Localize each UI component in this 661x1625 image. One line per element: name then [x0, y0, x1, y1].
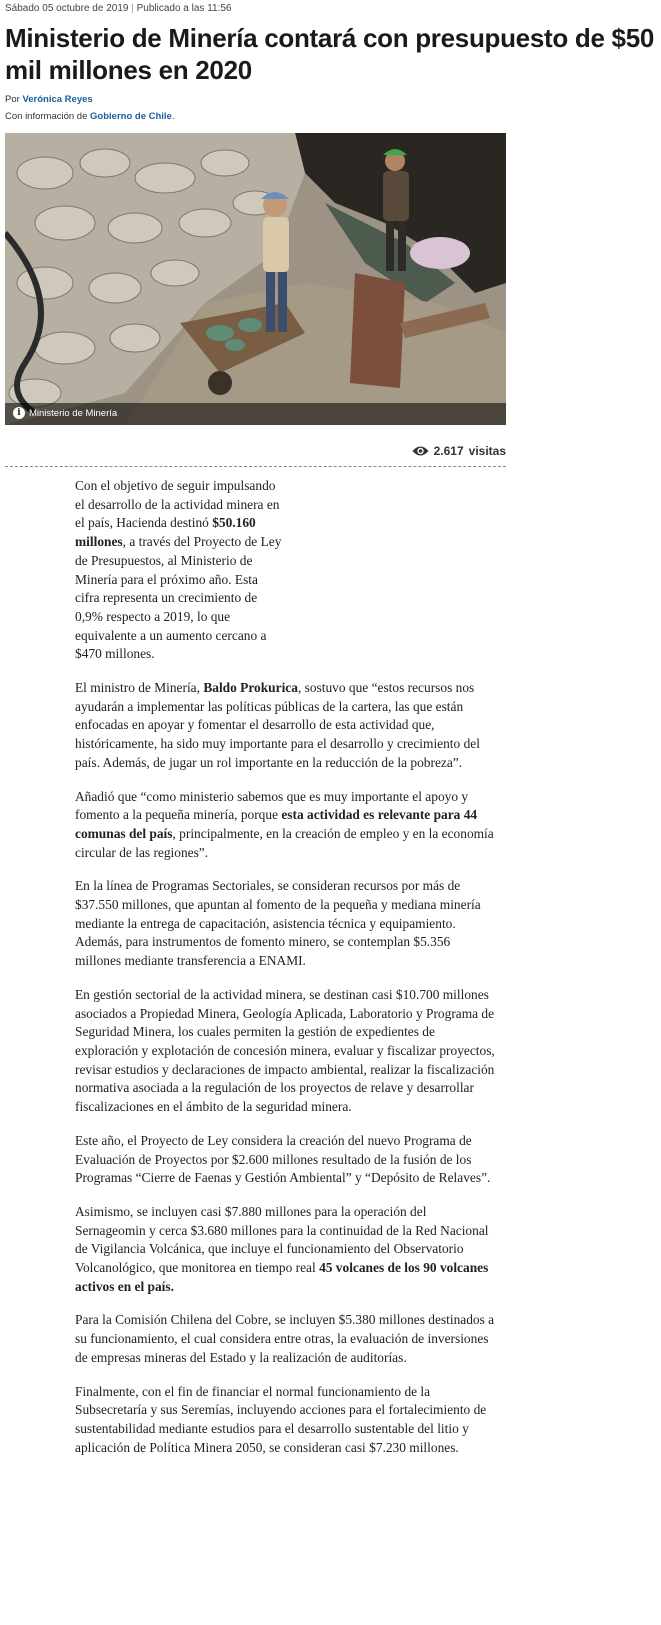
paragraph-text: Añadió que “como ministerio sabemos que es muy importante el apoyo y fomento a la pequeña minería, porque — [75, 788, 469, 823]
paragraph: Este año, el Proyecto de Ley considera la creación del nuevo Programa de Evaluación de Proyectos por $2.600 millones resultado de la fusión de los Programas “Cierre de Faenas y Gestión Ambiental” y “Depósito de Relaves”. — [75, 1132, 491, 1186]
article-body — [75, 477, 495, 1472]
paragraph-text: El ministro de Minería, — [75, 680, 204, 696]
photo-caption — [5, 403, 506, 425]
published-time: Publicado a las 11:56 — [136, 3, 232, 14]
paragraph: En gestión sectorial de la actividad minera, se destinan casi $10.700 millones asociados a Propiedad Minera, Geología Aplicada, Laboratorio y Programa de Seguridad Minera, los cuales permiten la gestión de expedientes de exploración y explotación de concesión minera, evaluar y fiscalizar proyectos, revisar estudios y declaraciones de impacto ambiental, realizar la fiscalización normativa asociada a la regulación de los proyectos de relave y desarrollar fiscalizaciones en el ámbito de la seguridad minera. — [75, 986, 495, 1115]
meta-separator: | — [131, 3, 134, 14]
paragraph-text: , a través del Proyecto de Ley de Presupuestos, al Ministerio de Minería para el próximo año. Esta cifra representa un crecimiento de 0,9% respecto a 2019, lo que equivalente a un aumento cercano a $470 millones. — [75, 534, 282, 662]
eye-icon — [412, 445, 429, 457]
caption-text: Ministerio de Minería — [29, 408, 118, 419]
paragraph-text: , principalmente, en la creación de empleo y en la economía circular de las regiones”. — [75, 825, 494, 860]
mining-scene-illustration — [5, 133, 506, 425]
bold-text: Baldo Prokurica — [203, 680, 298, 696]
paragraph: Finalmente, con el fin de financiar el normal funcionamiento de la Subsecretaría y sus Seremías, incluyendo acciones para el fortalecimiento de sustentabilidad mediante estudios para el desarrollo sustentable del litio y aplicación de Política Minera 2050, se consideran casi $7.230 millones. — [75, 1383, 487, 1455]
paragraph-text: , sostuvo que “estos recursos nos ayudarán a implementar las políticas públicas de la cartera, las que están enfocadas en apoyar y fomentar el desarrollo de esta actividad que, históricamente, ha sido muy importante para el desarrollo y crecimiento del país. Además, de jugar un rol importante en la reducción de la pobreza”. — [75, 680, 480, 770]
author-link[interactable]: Verónica Reyes — [22, 94, 93, 105]
paragraph — [75, 477, 285, 664]
paragraph-text: Asimismo, se incluyen casi $7.880 millones para la operación del Sernageomin y cerca $3.680 millones para la continuidad de la Red Nacional de Vigilancia Volcánica, que incluye el funcionamiento del Observatorio Volcanológico, que monitorea en tiempo real — [75, 1203, 489, 1276]
views-count: 2.617 — [433, 444, 464, 458]
source-byline — [5, 111, 174, 122]
byline-prefix: Por — [5, 94, 20, 105]
paragraph — [75, 679, 495, 773]
bold-text: esta actividad es relevante para 44 comunas del país — [75, 807, 478, 841]
article-meta — [5, 3, 232, 14]
views-label: visitas — [468, 444, 506, 458]
article-photo — [5, 133, 506, 425]
paragraph — [75, 788, 495, 863]
author-byline — [5, 94, 93, 105]
bold-text: $50.160 millones — [75, 515, 256, 550]
divider — [5, 466, 506, 467]
bold-text: 45 volcanes de los 90 volcanes activos en el país. — [75, 1260, 489, 1294]
headline: Ministerio de Minería contará con presupuesto de $50 mil millones en 2020 — [5, 23, 655, 85]
source-suffix: . — [171, 111, 175, 122]
paragraph: Para la Comisión Chilena del Cobre, se incluyen $5.380 millones destinados a su funcionamiento, el cual considera entre otras, la evaluación de inversiones de empresas mineras del Estado y la realización de auditorías. — [75, 1312, 495, 1365]
article-date: Sábado 05 octubre de 2019 — [5, 3, 129, 14]
paragraph: En la línea de Programas Sectoriales, se consideran recursos por más de $37.550 millones, que apuntan al fomento de la pequeña y mediana minería mediante la entrega de capacitación, asistencia técnica y equipamiento. Además, para instrumentos de fomento minero, se contemplan $5.356 millones mediante transferencia a ENAMI. — [75, 878, 481, 969]
source-prefix: Con información de — [5, 111, 88, 122]
info-icon[interactable]: i — [13, 407, 25, 419]
paragraph-text: Con el objetivo de seguir impulsando el desarrollo de la actividad minera en el país, Hacienda destinó — [75, 478, 280, 531]
view-counter — [412, 444, 506, 458]
paragraph — [75, 1203, 495, 1297]
source-link[interactable]: Gobierno de Chile — [90, 111, 172, 122]
